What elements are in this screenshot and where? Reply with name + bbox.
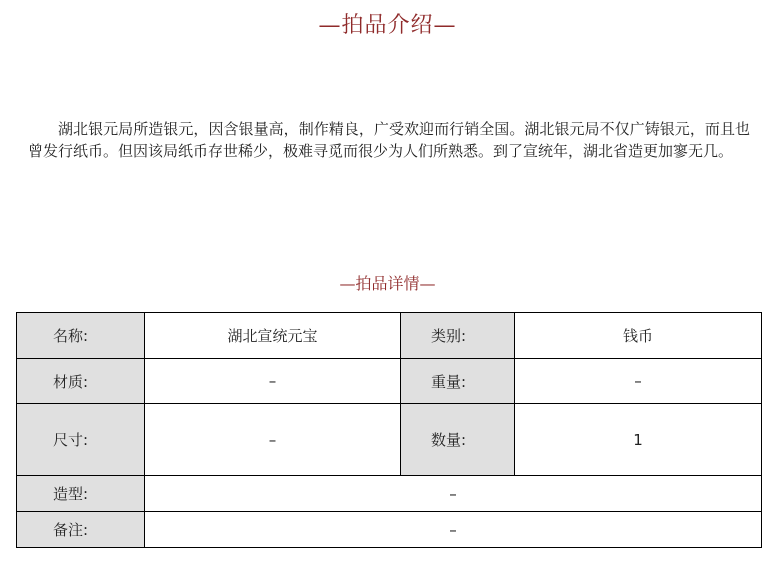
table-row (17, 476, 762, 512)
size-value: – (145, 404, 401, 476)
intro-heading: —拍品介绍— (318, 13, 457, 38)
weight-label: 重量: (401, 359, 515, 404)
size-label: 尺寸: (17, 404, 145, 476)
table-row (17, 359, 762, 404)
name-value: 湖北宣统元宝 (145, 313, 401, 359)
shape-value: – (145, 476, 762, 512)
material-value: – (145, 359, 401, 404)
remarks-label: 备注: (17, 512, 145, 548)
details-table (16, 312, 762, 548)
intro-paragraph: 湖北银元局所造银元，因含银量高，制作精良，广受欢迎而行销全国。湖北银元局不仅广铸银元，而且也曾发行纸币。但因该局纸币存世稀少，极难寻觅而很少为人们所熟悉。到了宣统年，湖北省造更加寥无几。 (28, 120, 750, 160)
quantity-value: 1 (515, 404, 762, 476)
table-row (17, 404, 762, 476)
table-row (17, 313, 762, 359)
category-value: 钱币 (515, 313, 762, 359)
quantity-label: 数量: (401, 404, 515, 476)
category-label: 类别: (401, 313, 515, 359)
material-label: 材质: (17, 359, 145, 404)
remarks-value: – (145, 512, 762, 548)
weight-value: – (515, 359, 762, 404)
details-heading: —拍品详情— (339, 274, 436, 293)
shape-label: 造型: (17, 476, 145, 512)
table-row (17, 512, 762, 548)
name-label: 名称: (17, 313, 145, 359)
